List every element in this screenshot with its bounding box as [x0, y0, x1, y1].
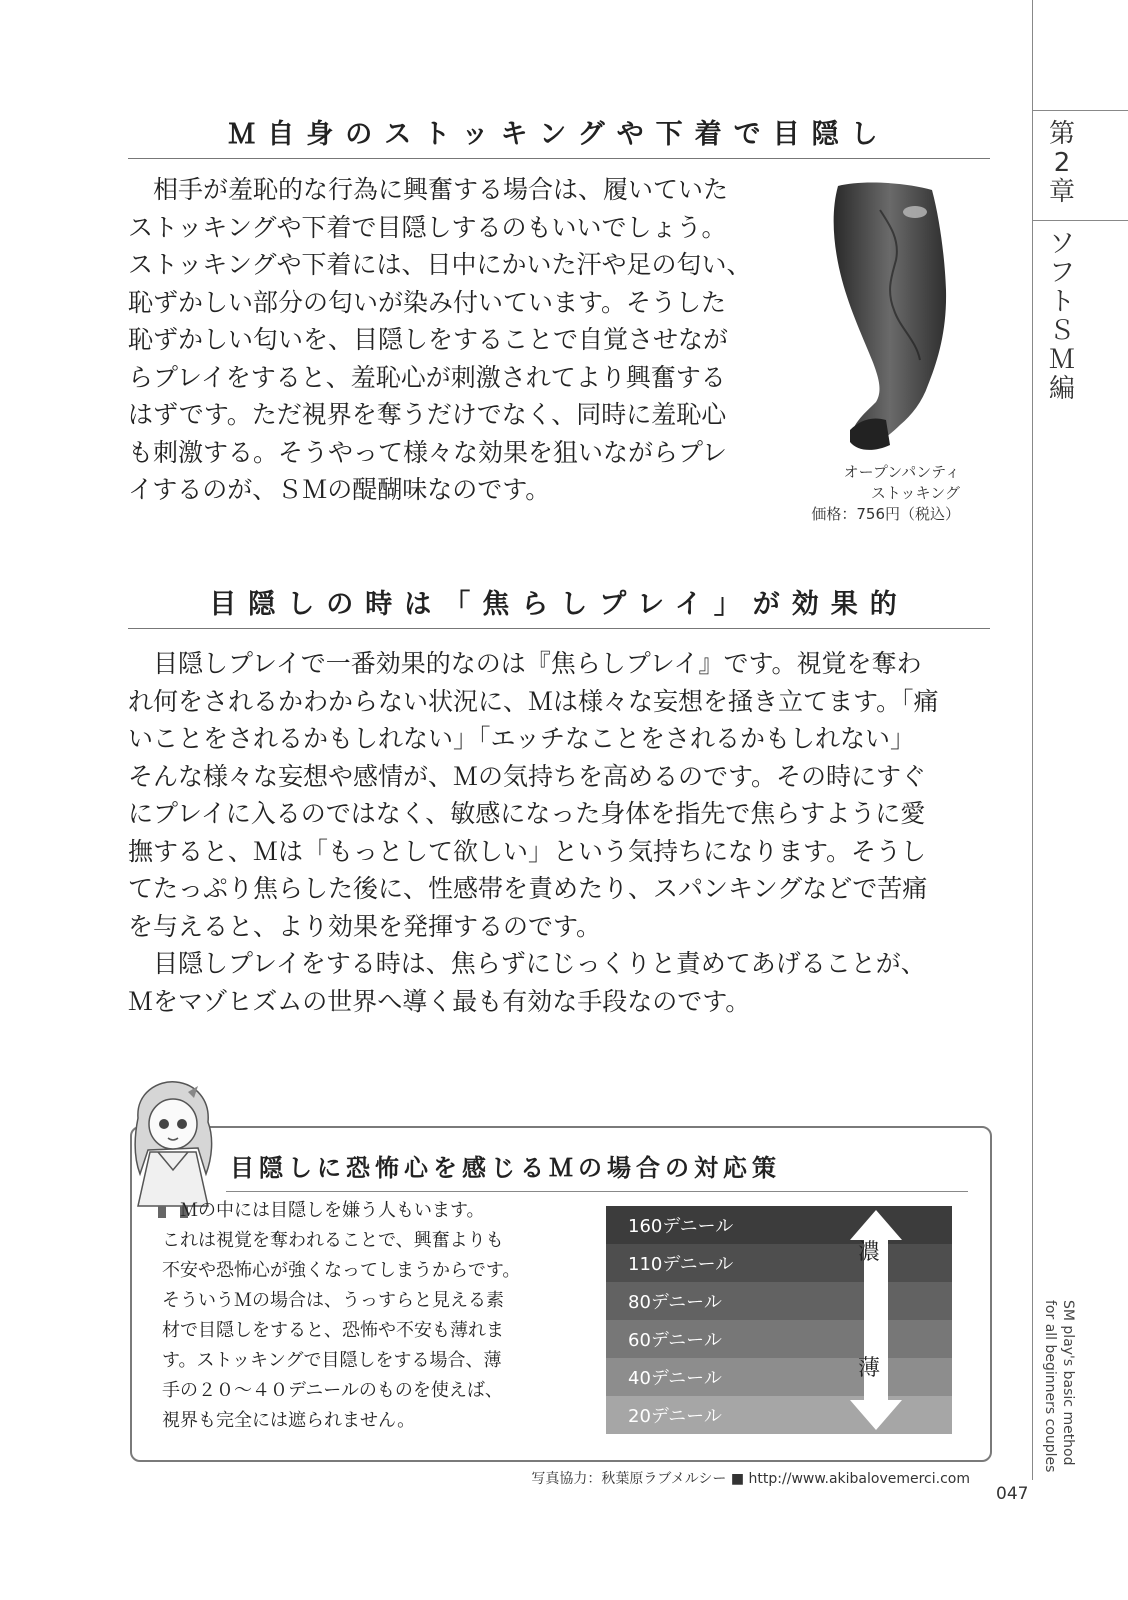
- denier-label: 40デニール: [628, 1368, 722, 1389]
- chapter-char: 章: [1048, 177, 1075, 207]
- tip-line: これは視覚を奪われることで、興奮よりも: [162, 1230, 504, 1251]
- section1-line: 相手が羞恥的な行為に興奮する場合は、履いていた: [128, 175, 729, 204]
- english-subtitle: [1036, 1300, 1076, 1480]
- photo-caption-line: オープンパンティ: [843, 463, 960, 481]
- denier-label: 160デニール: [628, 1216, 734, 1237]
- tip-box-rule: [226, 1191, 968, 1192]
- tip-box-body: [162, 1196, 520, 1436]
- section1-line: 恥ずかしい匂いを、目隠しをすることで自覚させなが: [128, 325, 729, 354]
- chapter-title-char: Ｓ: [1048, 316, 1075, 346]
- section1-line: イするのが、ＳＭの醍醐味なのです。: [128, 475, 551, 504]
- section1-line: も刺激する。そうやって様々な効果を狙いながらプレ: [128, 437, 728, 467]
- chapter-char: 2: [1053, 148, 1071, 178]
- section2-line: Ｍをマゾヒズムの世界へ導く最も有効な手段なのです。: [128, 986, 751, 1016]
- photo-caption: [780, 462, 960, 525]
- tip-line: 手の２０〜４０デニールのものを使えば、: [162, 1380, 503, 1401]
- section1-line: らプレイをすると、羞恥心が刺激されてより興奮する: [128, 362, 726, 392]
- section2-rule: [128, 628, 990, 629]
- section1-line: ストッキングや下着には、日中にかいた汗や足の匂い、: [128, 250, 752, 279]
- section2-line: れ何をされるかわからない状況に、Ｍは様々な妄想を掻き立てます。「痛: [128, 686, 939, 716]
- chapter-title-char: 編: [1048, 374, 1075, 404]
- chapter-number: [1042, 120, 1082, 207]
- page-number: 047: [996, 1484, 1029, 1504]
- denier-label: 20デニール: [628, 1406, 722, 1427]
- section2-heading: 目隠しの時は「焦らしプレイ」が効果的: [209, 589, 909, 620]
- section2-line: てたっぷり焦らした後に、性感帯を責めたり、スパンキングなどで苦痛: [128, 874, 928, 903]
- section1-rule: [128, 158, 990, 159]
- section2-line: いことをされるかもしれない」「エッチなことをされるかもしれない」: [128, 724, 916, 753]
- chapter-char: 第: [1048, 119, 1075, 149]
- tip-line: 視界も完全には遮られません。: [162, 1410, 416, 1431]
- english-subtitle-line: SM play's basic method: [1060, 1300, 1076, 1466]
- stocking-photo: [820, 180, 960, 460]
- photo-credit: 写真協力：秋葉原ラブメルシー ■ http://www.akibalovemerci.com: [531, 1471, 970, 1487]
- chapter-title-char: フ: [1048, 258, 1075, 288]
- section2-line: 目隠しプレイで一番効果的なのは『焦らしプレイ』です。視覚を奪わ: [128, 649, 922, 678]
- sidebar-border: [1032, 0, 1033, 1480]
- section2-line: そんな様々な妄想や感情が、Ｍの気持ちを高めるのです。その時にすぐ: [128, 761, 927, 791]
- denier-label: 110デニール: [628, 1254, 734, 1275]
- section1-line: ストッキングや下着で目隠しするのもいいでしょう。: [128, 212, 727, 242]
- tip-line: 不安や恐怖心が強くなってしまうからです。: [162, 1260, 521, 1281]
- photo-caption-line: ストッキング: [870, 484, 960, 502]
- sidebar-separator: [1032, 110, 1128, 111]
- photo-caption-line: 価格：756円（税込）: [811, 505, 960, 523]
- arrow-label-dense: 濃: [858, 1240, 881, 1265]
- denier-label: 60デニール: [628, 1330, 722, 1351]
- english-subtitle-line: for all beginners couples: [1042, 1300, 1058, 1473]
- tip-box-title: 目隠しに恐怖心を感じるＭの場合の対応策: [230, 1154, 781, 1182]
- section2-body: [128, 645, 939, 1020]
- denier-label: 80デニール: [628, 1292, 722, 1313]
- sidebar-separator: [1032, 220, 1128, 221]
- tip-line: Ｍの中には目隠しを嫌う人もいます。: [162, 1200, 485, 1221]
- tip-line: そういうＭの場合は、うっすらと見える素: [162, 1290, 504, 1311]
- section2-line: 目隠しプレイをする時は、焦らずにじっくりと責めてあげることが、: [128, 949, 926, 978]
- chapter-title: [1042, 230, 1082, 404]
- section1-heading: Ｍ自身のストッキングや下着で目隠し: [228, 119, 890, 150]
- chapter-title-char: Ｍ: [1048, 345, 1075, 375]
- section1-line: 恥ずかしい部分の匂いが染み付いています。そうした: [128, 287, 727, 317]
- chapter-title-char: ト: [1048, 287, 1075, 317]
- section2-line: を与えると、より効果を発揮するのです。: [128, 911, 602, 941]
- tip-line: す。ストッキングで目隠しをする場合、薄: [162, 1350, 502, 1371]
- section2-line: 撫すると、Ｍは「もっとして欲しい」という気持ちになります。そうし: [128, 836, 927, 866]
- arrow-label-sheer: 薄: [858, 1356, 881, 1381]
- section1-body: [128, 171, 752, 509]
- chapter-title-char: ソ: [1048, 229, 1075, 259]
- tip-line: 材で目隠しをすると、恐怖や不安も薄れま: [162, 1320, 504, 1341]
- section1-line: はずです。ただ視界を奪うだけでなく、同時に羞恥心: [128, 400, 727, 429]
- section2-line: にプレイに入るのではなく、敏感になった身体を指先で焦らすように愛: [128, 799, 926, 828]
